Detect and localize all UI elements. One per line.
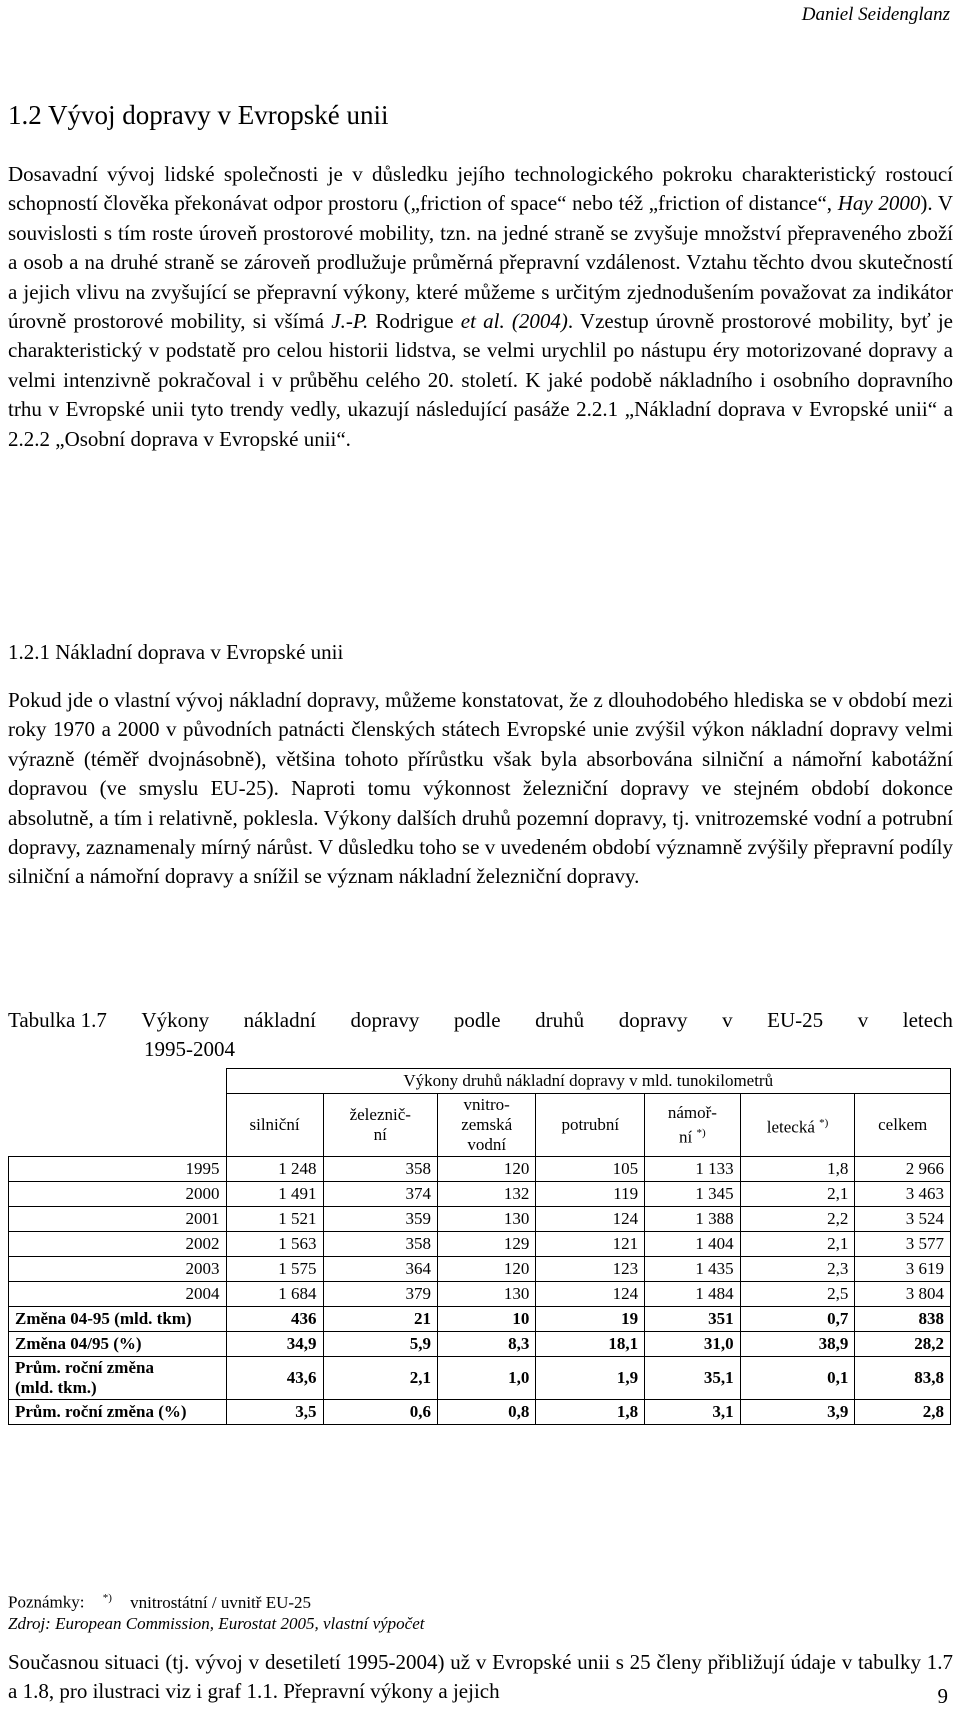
caption-word: podle: [453, 1008, 501, 1032]
table-cell: 1 684: [226, 1282, 323, 1307]
note-prefix: Poznámky:: [8, 1592, 85, 1612]
column-header-line: celkem: [878, 1115, 928, 1134]
row-label-line: 1995: [185, 1159, 220, 1178]
table-cell: 38,9: [740, 1332, 855, 1357]
row-label: [9, 1257, 227, 1282]
column-header: [437, 1094, 535, 1157]
table-cell: 3,1: [645, 1400, 741, 1425]
table-cell: 1 248: [226, 1157, 323, 1182]
table-cell: 31,0: [645, 1332, 741, 1357]
column-header: [536, 1094, 645, 1157]
row-label-line: 2001: [185, 1209, 220, 1228]
column-header-line: vnitro-: [463, 1095, 510, 1114]
row-label: [9, 1400, 227, 1425]
table-note: [8, 1592, 311, 1613]
table-cell: 3,9: [740, 1400, 855, 1425]
row-label: [9, 1307, 227, 1332]
caption-word: Tabulka 1.7: [8, 1008, 107, 1032]
caption-word: dopravy: [618, 1008, 688, 1032]
table-cell: 3 804: [855, 1282, 951, 1307]
table-summary-row: [9, 1307, 951, 1332]
table-cell: 8,3: [437, 1332, 535, 1357]
row-label: [9, 1207, 227, 1232]
intro-text-c: ). V souvislosti s tím roste úroveň prostorové mobility, tzn. na jedné straně se zvyšuje množství přepraveného zboží a osob a na druhé straně se zároveň prodlužuje průměrná přepravní vzdálenost. Vztahu těchto dvou skutečností a jejich vlivu na zvyšující se přepravní výkony, které můžeme s určitým zjednodušením považovat za indikátor úrovně prostorové mobility, si všímá: [8, 191, 954, 334]
row-label: [9, 1232, 227, 1257]
row-label-line: 2000: [185, 1184, 220, 1203]
table-cell: 2,5: [740, 1282, 855, 1307]
table-cell: 358: [323, 1232, 437, 1257]
table-cell: 3 463: [855, 1182, 951, 1207]
table-cell: 5,9: [323, 1332, 437, 1357]
caption-word: Výkony: [141, 1008, 210, 1032]
table-cell: 1 563: [226, 1232, 323, 1257]
table-cell: 351: [645, 1307, 741, 1332]
section-title: 1.2 Vývoj dopravy v Evropské unii: [8, 100, 389, 130]
table-cell: 1 404: [645, 1232, 741, 1257]
table-cell: 1,8: [740, 1157, 855, 1182]
note-text: vnitrostátní / uvnitř EU-25: [130, 1592, 312, 1612]
table-row: [9, 1257, 951, 1282]
citation-author-name: Rodrigue: [368, 309, 461, 334]
table-row: [9, 1207, 951, 1232]
table-summary-row: [9, 1400, 951, 1425]
table-row: [9, 1182, 951, 1207]
table-cell: 130: [437, 1282, 535, 1307]
table-cell: 2,3: [740, 1257, 855, 1282]
row-label: [9, 1357, 227, 1400]
table-row: [9, 1157, 951, 1182]
row-label: [9, 1282, 227, 1307]
column-header: [645, 1094, 741, 1157]
column-header-mark: *): [819, 1116, 829, 1129]
row-label-line: 2003: [185, 1259, 220, 1278]
citation-etal: et al. (2004): [460, 309, 568, 334]
table-cell: 1 435: [645, 1257, 741, 1282]
table-cell: 2,2: [740, 1207, 855, 1232]
table-cell: 120: [437, 1157, 535, 1182]
table-cell: 83,8: [855, 1357, 951, 1400]
freight-paragraph: Pokud jde o vlastní vývoj nákladní dopravy, můžeme konstatovat, že z dlouhodobého hlediska se v období mezi roky 1970 a 2000 v původních patnácti členských státech Evropské unie zvýšil výkon nákladní dopravy velmi výrazně (téměř dvojnásobně), většina tohoto přírůstku však byla absorbována silniční a námořní kabotážní dopravou (ve smyslu EU-25). Naproti tomu výkonnost železniční dopravy ve stejném období dokonce absolutně, a tím i relativně, poklesla. Výkony dalších druhů pozemní dopravy, tj. vnitrozemské vodní a potrubní dopravy, zaznamenaly mírný nárůst. V důsledku toho se v uvedeném období významně zvýšily přepravní podíly silniční a námořní dopravy a snížil se význam nákladní železniční dopravy.: [8, 688, 953, 889]
table-cell: 3 577: [855, 1232, 951, 1257]
table-cell: 132: [437, 1182, 535, 1207]
column-header-line: zemská: [461, 1115, 513, 1134]
table-cell: 130: [437, 1207, 535, 1232]
table-cell: 2,1: [323, 1357, 437, 1400]
table-cell: 2 966: [855, 1157, 951, 1182]
table-caption: [8, 1006, 953, 1064]
column-header: [740, 1094, 855, 1157]
caption-word: v: [722, 1008, 733, 1032]
caption-word: druhů: [535, 1008, 585, 1032]
table-cell: 0,1: [740, 1357, 855, 1400]
freight-table: [8, 1068, 951, 1425]
table-cell: 1 521: [226, 1207, 323, 1232]
table-cell: 129: [437, 1232, 535, 1257]
table-cell: 1 491: [226, 1182, 323, 1207]
column-header-line: vodní: [467, 1135, 507, 1154]
table-cell: 358: [323, 1157, 437, 1182]
column-header-line: ní: [373, 1125, 387, 1144]
table-cell: 1,0: [437, 1357, 535, 1400]
column-header-line: letecká: [766, 1117, 815, 1137]
table-cell: 838: [855, 1307, 951, 1332]
table-summary-row: [9, 1357, 951, 1400]
table-cell: 35,1: [645, 1357, 741, 1400]
column-header-line: ní: [679, 1127, 693, 1147]
table-cell: 1 345: [645, 1182, 741, 1207]
page-number: 9: [937, 1684, 948, 1708]
table-source: Zdroj: European Commission, Eurostat 2005, vlastní výpočet: [8, 1614, 425, 1633]
table-cell: 1,8: [536, 1400, 645, 1425]
caption-word: letech: [902, 1008, 953, 1032]
table-row: [9, 1282, 951, 1307]
table-cell: 124: [536, 1282, 645, 1307]
table-cell: 3 524: [855, 1207, 951, 1232]
caption-word: nákladní: [243, 1008, 316, 1032]
row-label-line: Změna 04-95 (mld. tkm): [15, 1309, 192, 1328]
table-cell: 121: [536, 1232, 645, 1257]
table-cell: 436: [226, 1307, 323, 1332]
table-cell: 123: [536, 1257, 645, 1282]
table-cell: 0,7: [740, 1307, 855, 1332]
table-cell: 359: [323, 1207, 437, 1232]
table-cell: 120: [437, 1257, 535, 1282]
table-caption-line2: 1995-2004: [144, 1037, 235, 1061]
table-cell: 0,8: [437, 1400, 535, 1425]
subsection-title: 1.2.1 Nákladní doprava v Evropské unii: [8, 640, 344, 664]
table-cell: 364: [323, 1257, 437, 1282]
caption-word: dopravy: [350, 1008, 420, 1032]
current-situation-paragraph: Současnou situaci (tj. vývoj v desetiletí 1995-2004) už v Evropské unii s 25 členy přibližují údaje v tabulky 1.7 a 1.8, pro ilustraci viz i graf 1.1. Přepravní výkony a jejich: [8, 1650, 953, 1704]
table-cell: 0,6: [323, 1400, 437, 1425]
table-summary-row: [9, 1332, 951, 1357]
citation-author-initials: J.-P.: [331, 309, 369, 334]
table-cell: 3,5: [226, 1400, 323, 1425]
column-header: [323, 1094, 437, 1157]
table-cell: 2,1: [740, 1182, 855, 1207]
table-group-header: Výkony druhů nákladní dopravy v mld. tunokilometrů: [226, 1069, 951, 1094]
column-header-mark: *): [696, 1126, 706, 1139]
table-cell: 119: [536, 1182, 645, 1207]
table-cell: 1 133: [645, 1157, 741, 1182]
column-header: [226, 1094, 323, 1157]
table-row: [9, 1232, 951, 1257]
note-mark: *): [102, 1592, 112, 1604]
row-label-line: 2002: [185, 1234, 220, 1253]
row-label: [9, 1182, 227, 1207]
table-cell: 28,2: [855, 1332, 951, 1357]
table-cell: 1,9: [536, 1357, 645, 1400]
row-label-line: Změna 04/95 (%): [15, 1334, 142, 1353]
table-cell: 34,9: [226, 1332, 323, 1357]
table-cell: 1 484: [645, 1282, 741, 1307]
table-cell: 3 619: [855, 1257, 951, 1282]
row-label: [9, 1332, 227, 1357]
caption-word: v: [857, 1008, 869, 1032]
table-cell: 10: [437, 1307, 535, 1332]
row-label-line: 2004: [185, 1284, 220, 1303]
table-cell: 2,1: [740, 1232, 855, 1257]
citation-hay: Hay 2000: [837, 191, 921, 216]
row-label-line: Prům. roční změna: [15, 1358, 154, 1377]
table-caption-line1: [8, 1006, 953, 1035]
column-header-line: námoř-: [667, 1102, 717, 1122]
row-label: [9, 1157, 227, 1182]
table-cell: 1 388: [645, 1207, 741, 1232]
row-label-line: (mld. tkm.): [15, 1378, 97, 1397]
intro-paragraph: [8, 160, 953, 454]
table-cell: 374: [323, 1182, 437, 1207]
table-cell: 43,6: [226, 1357, 323, 1400]
intro-text-g: . Vzestup úrovně prostorové mobility, byť je charakteristický v podstatě pro celou historii lidstva, se velmi urychlil po nástupu éry motorizované dopravy a velmi intenzivně pokračoval i v průběhu celého 20. století. K jaké podobě nákladního i osobního dopravního trhu v Evropské unii tyto trendy vedly, ukazují následující pasáže 2.2.1 „Nákladní doprava v Evropské unii“ a 2.2.2 „Osobní doprava v Evropské unii“.: [8, 309, 953, 451]
column-header-line: silniční: [249, 1115, 300, 1134]
table-cell: 124: [536, 1207, 645, 1232]
table-cell: 18,1: [536, 1332, 645, 1357]
table-corner: [9, 1069, 227, 1157]
table-cell: 1 575: [226, 1257, 323, 1282]
column-header: [855, 1094, 951, 1157]
column-header-line: potrubní: [561, 1115, 620, 1134]
table-cell: 105: [536, 1157, 645, 1182]
table-cell: 21: [323, 1307, 437, 1332]
table-cell: 379: [323, 1282, 437, 1307]
row-label-line: Prům. roční změna (%): [15, 1402, 187, 1421]
intro-text-a: Dosavadní vývoj lidské společnosti je v důsledku jejího technologického pokroku charakteristický rostoucí schopností člověka překonávat odpor prostoru („friction of space“ nebo též „friction of distance“,: [8, 162, 953, 216]
table-cell: 2,8: [855, 1400, 951, 1425]
caption-word: EU-25: [767, 1008, 824, 1032]
column-header-line: železnič-: [349, 1105, 411, 1124]
table-cell: 19: [536, 1307, 645, 1332]
running-header-author: Daniel Seidenglanz: [801, 4, 950, 25]
